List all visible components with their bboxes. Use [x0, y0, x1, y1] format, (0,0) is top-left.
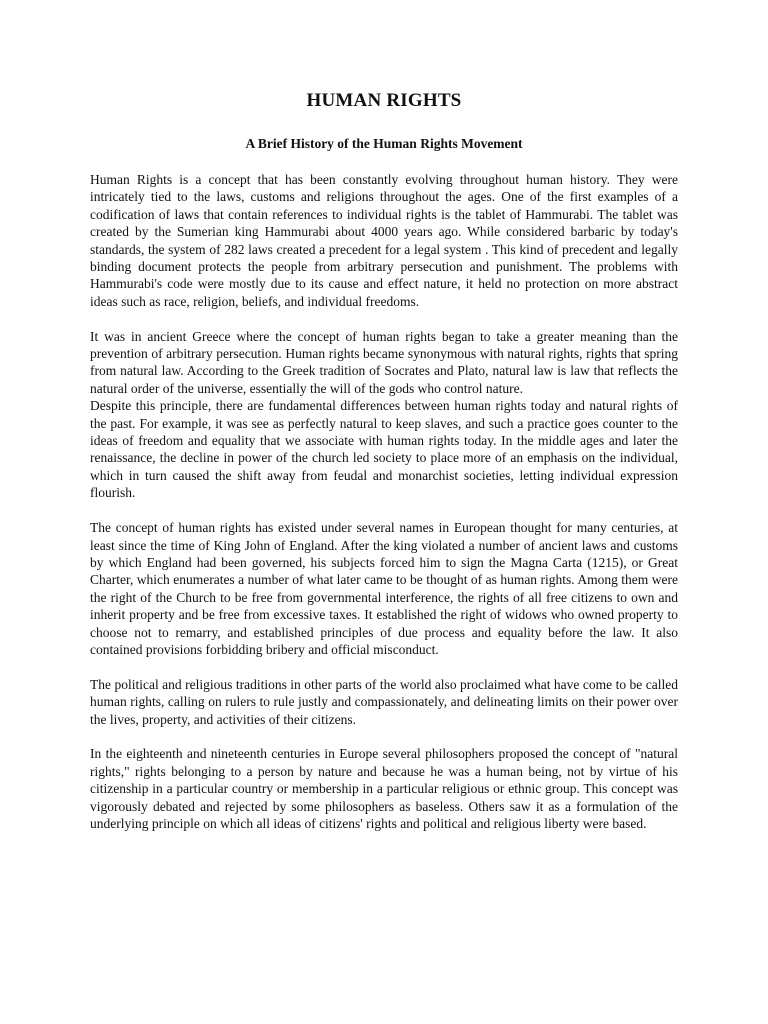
paragraph-hammurabi: Human Rights is a concept that has been constantly evolving throughout human history. They were intricately tied to the laws, customs and religions throughout the ages. One of the first examples of a codification of laws that contain references to individual rights is the tablet of Hammurabi. The tablet was created by the Sumerian king Hammurabi about 4000 years ago. While considered barbaric by today's standards, the system of 282 laws created a precedent for a legal system . This kind of precedent and legally binding document protects the people from arbitrary persecution and punishment. The problems with Hammurabi's code were mostly due to its cause and effect nature, it held no protection on more abstract ideas such as race, religion, beliefs, and individual freedoms.: [90, 172, 678, 309]
paragraph-natural-rights-philosophy: In the eighteenth and nineteenth centuries in Europe several philosophers proposed the concept of "natural rights," rights belonging to a person by nature and because he was a human being, not by virtue of his citizenship in a particular country or membership in a particular religious or ethnic group. This concept was vigorously debated and rejected by some philosophers as baseless. Others saw it as a formulation of the underlying principle on which all ideas of citizens' rights and political and religious liberty were based.: [90, 746, 678, 831]
paragraph-world-traditions: The political and religious traditions in other parts of the world also proclaimed what have come to be called human rights, calling on rulers to rule justly and compassionately, and delineating limits on their power over the lives, property, and activities of their citizens.: [90, 676, 678, 727]
page-subtitle: A Brief History of the Human Rights Movement: [245, 136, 523, 151]
paragraph-natural-rights-differences: Despite this principle, there are fundamental differences between human rights today and natural rights of the past. For example, it was see as perfectly natural to keep slaves, and such a practice goes counter to the ideas of freedom and equality that we associate with human rights today. In the middle ages and later the renaissance, the decline in power of the church led society to place more of an emphasis on the individual, which in turn caused the shift away from feudal and monarchist societies, letting individual expression flourish.: [90, 398, 678, 501]
paragraph-magna-carta: The concept of human rights has existed under several names in European thought for many centuries, at least since the time of King John of England. After the king violated a number of ancient laws and customs by which England had been governed, his subjects forced him to sign the Magna Carta (1215), or Great Charter, which enumerates a number of what later came to be thought of as human rights. Among them were the right of the Church to be free from governmental interference, the rights of all free citizens to own and inherit property and be free from excessive taxes. It established the right of widows who owned property to choose not to remarry, and established principles of due process and equality before the law. It also contained provisions forbidding bribery and official misconduct.: [90, 520, 678, 657]
page-title: HUMAN RIGHTS: [306, 90, 462, 111]
paragraph-ancient-greece: It was in ancient Greece where the concept of human rights began to take a greater meaning than the prevention of arbitrary persecution. Human rights became synonymous with natural rights, rights that spring from natural law. According to the Greek tradition of Socrates and Plato, natural law is law that reflects the natural order of the universe, essentially the will of the gods who control nature.: [90, 328, 678, 396]
body-text: [90, 171, 678, 832]
